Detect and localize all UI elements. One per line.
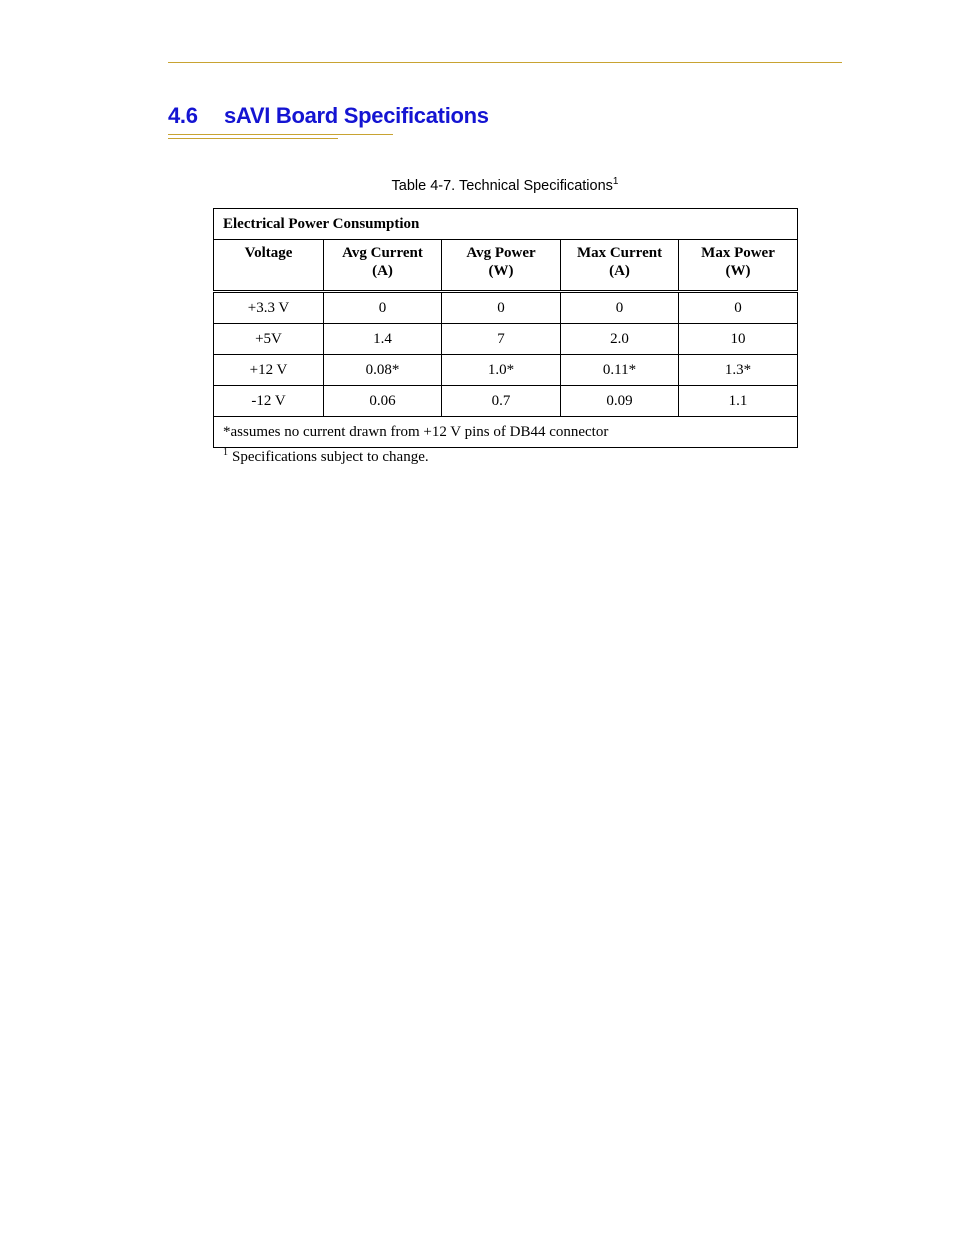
heading-underline [168, 134, 393, 135]
page-header-rule [168, 62, 842, 63]
header-line: Max Current [576, 245, 663, 261]
cell-avg-power: 0.7 [442, 386, 561, 417]
cell-voltage: +12 V [214, 355, 324, 386]
table-caption [213, 178, 797, 194]
table-note-row [214, 417, 798, 448]
table-caption-footnote-mark: 1 [612, 176, 619, 187]
cell-max-current: 0.09 [561, 386, 679, 417]
header-unit: (A) [372, 263, 393, 279]
cell-max-power: 1.1 [679, 386, 798, 417]
cell-avg-current: 0 [324, 292, 442, 324]
header-line: Voltage [244, 245, 293, 261]
header-avg-power [442, 240, 561, 292]
header-voltage [214, 240, 324, 292]
table-title: Electrical Power Consumption [214, 209, 798, 240]
footnote-text: Specifications subject to change. [232, 449, 429, 465]
header-max-power [679, 240, 798, 292]
table-row [214, 292, 798, 324]
heading-underline-short [168, 138, 338, 139]
cell-max-power: 10 [679, 324, 798, 355]
cell-max-current: 0 [561, 292, 679, 324]
table-note: *assumes no current drawn from +12 V pins of DB44 connector [214, 417, 798, 448]
cell-voltage: +3.3 V [214, 292, 324, 324]
cell-voltage: +5V [214, 324, 324, 355]
section-heading [168, 103, 489, 129]
table-title-row [214, 209, 798, 240]
header-avg-current [324, 240, 442, 292]
header-max-current [561, 240, 679, 292]
cell-avg-power: 0 [442, 292, 561, 324]
header-unit: (A) [609, 263, 630, 279]
section-number: 4.6 [168, 103, 198, 128]
cell-max-current: 2.0 [561, 324, 679, 355]
cell-avg-power: 1.0* [442, 355, 561, 386]
cell-avg-current: 1.4 [324, 324, 442, 355]
cell-max-power: 1.3* [679, 355, 798, 386]
table-row [214, 355, 798, 386]
footnote-mark: 1 [223, 447, 228, 458]
table-header-row [214, 240, 798, 292]
cell-max-power: 0 [679, 292, 798, 324]
power-consumption-table [213, 208, 798, 448]
footnote [223, 449, 429, 466]
cell-avg-current: 0.06 [324, 386, 442, 417]
cell-max-current: 0.11* [561, 355, 679, 386]
header-line: Avg Power [466, 245, 536, 261]
cell-voltage: -12 V [214, 386, 324, 417]
cell-avg-current: 0.08* [324, 355, 442, 386]
table-caption-text: Table 4-7. Technical Specifications [391, 178, 613, 194]
table-row [214, 324, 798, 355]
header-unit: (W) [725, 263, 751, 279]
cell-avg-power: 7 [442, 324, 561, 355]
header-line: Max Power [701, 245, 775, 261]
header-line: Avg Current [342, 245, 423, 261]
table-row [214, 386, 798, 417]
section-title: sAVI Board Specifications [224, 103, 489, 128]
header-unit: (W) [488, 263, 514, 279]
